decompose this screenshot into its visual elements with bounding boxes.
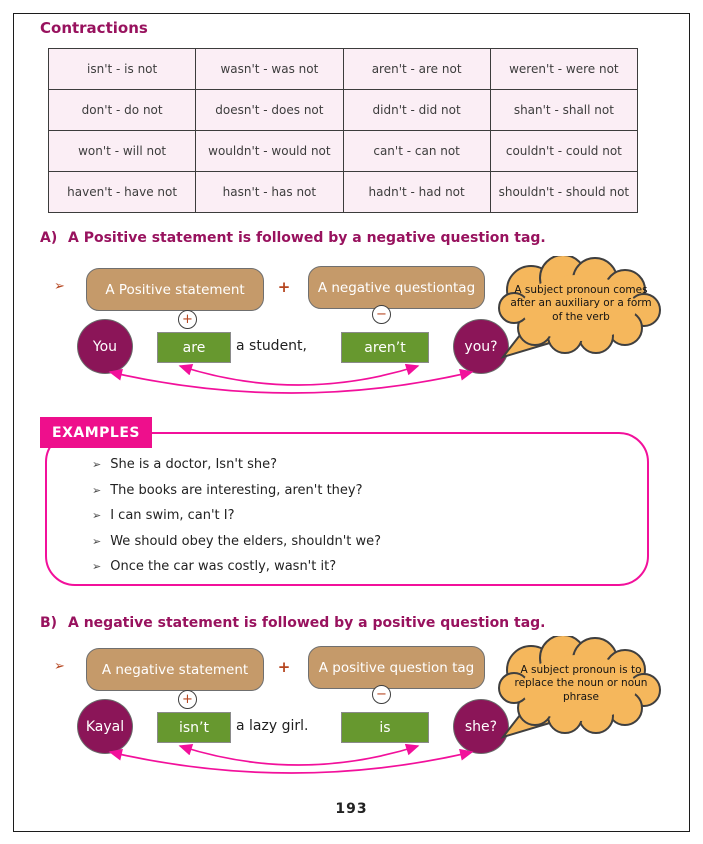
- example-text: She is a doctor, Isn't she?: [110, 457, 278, 473]
- question-tag-box: A positive question tag: [308, 646, 485, 689]
- tag-pronoun-circle: she?: [453, 699, 509, 754]
- question-tag-box: A negative questiontag: [308, 266, 485, 309]
- arrow-bullet-icon: ➢: [92, 534, 102, 548]
- section-b-heading: [40, 615, 546, 631]
- list-item: [92, 452, 612, 478]
- table-cell: hasn't - has not: [196, 172, 343, 213]
- plus-separator: +: [277, 658, 291, 676]
- section-a-label: A): [40, 230, 58, 246]
- auxiliary-box: isn’t: [157, 712, 231, 743]
- list-item: [92, 529, 612, 555]
- page-number: 193: [335, 801, 368, 817]
- minus-circle-icon: −: [372, 305, 391, 324]
- example-text: Once the car was costly, wasn't it?: [110, 559, 337, 575]
- cloud-note: A subject pronoun is to replace the noun or noun phrase: [514, 664, 648, 703]
- contractions-title: Contractions: [40, 19, 148, 37]
- table-cell: weren't - were not: [490, 49, 637, 90]
- table-cell: shouldn't - should not: [490, 172, 637, 213]
- example-text: We should obey the elders, shouldn't we?: [110, 533, 382, 549]
- table-cell: don't - do not: [49, 90, 196, 131]
- examples-list: [92, 452, 612, 580]
- plus-separator: +: [277, 278, 291, 296]
- list-item: [92, 554, 612, 580]
- arrow-bullet-icon: ➢: [92, 483, 102, 497]
- table-row: [49, 131, 638, 172]
- link-arrows: [80, 738, 500, 788]
- table-cell: wasn't - was not: [196, 49, 343, 90]
- auxiliary-box: are: [157, 332, 231, 363]
- table-row: [49, 49, 638, 90]
- tag-auxiliary-box: aren’t: [341, 332, 429, 363]
- sentence-middle: a lazy girl.: [236, 718, 309, 734]
- list-item: [92, 478, 612, 504]
- cloud-note: A subject pronoun comes after an auxiliary or a form of the verb: [510, 284, 652, 323]
- tag-auxiliary-box: is: [341, 712, 429, 743]
- table-cell: shan't - shall not: [490, 90, 637, 131]
- link-arrows: [80, 358, 500, 408]
- table-cell: couldn't - could not: [490, 131, 637, 172]
- section-b-heading-text: A negative statement is followed by a positive question tag.: [68, 615, 546, 631]
- example-text: The books are interesting, aren't they?: [110, 482, 363, 498]
- table-cell: didn't - did not: [343, 90, 490, 131]
- statement-box: A negative statement: [86, 648, 264, 691]
- diagram-b: [0, 635, 703, 803]
- list-item: [92, 503, 612, 529]
- arrow-bullet-icon: ➢: [54, 659, 65, 674]
- subject-circle: Kayal: [77, 699, 133, 754]
- arrow-bullet-icon: ➢: [92, 509, 102, 523]
- table-cell: aren't - are not: [343, 49, 490, 90]
- arrow-bullet-icon: ➢: [92, 560, 102, 574]
- statement-box: A Positive statement: [86, 268, 264, 311]
- table-cell: isn't - is not: [49, 49, 196, 90]
- arrow-bullet-icon: ➢: [54, 279, 65, 294]
- examples-title: EXAMPLES: [40, 417, 152, 448]
- plus-circle-icon: +: [178, 310, 197, 329]
- section-b-label: B): [40, 615, 58, 631]
- contractions-table: [48, 48, 638, 213]
- example-text: I can swim, can't I?: [110, 508, 235, 524]
- table-cell: won't - will not: [49, 131, 196, 172]
- sentence-middle: a student,: [236, 338, 307, 354]
- table-cell: can't - can not: [343, 131, 490, 172]
- diagram-a: [0, 255, 703, 423]
- table-cell: wouldn't - would not: [196, 131, 343, 172]
- plus-circle-icon: +: [178, 690, 197, 709]
- arrow-bullet-icon: ➢: [92, 458, 102, 472]
- table-row: [49, 172, 638, 213]
- table-cell: haven't - have not: [49, 172, 196, 213]
- table-cell: hadn't - had not: [343, 172, 490, 213]
- table-cell: doesn't - does not: [196, 90, 343, 131]
- tag-pronoun-circle: you?: [453, 319, 509, 374]
- subject-circle: You: [77, 319, 133, 374]
- minus-circle-icon: −: [372, 685, 391, 704]
- table-row: [49, 90, 638, 131]
- section-a-heading: [40, 230, 546, 246]
- section-a-heading-text: A Positive statement is followed by a negative question tag.: [68, 230, 546, 246]
